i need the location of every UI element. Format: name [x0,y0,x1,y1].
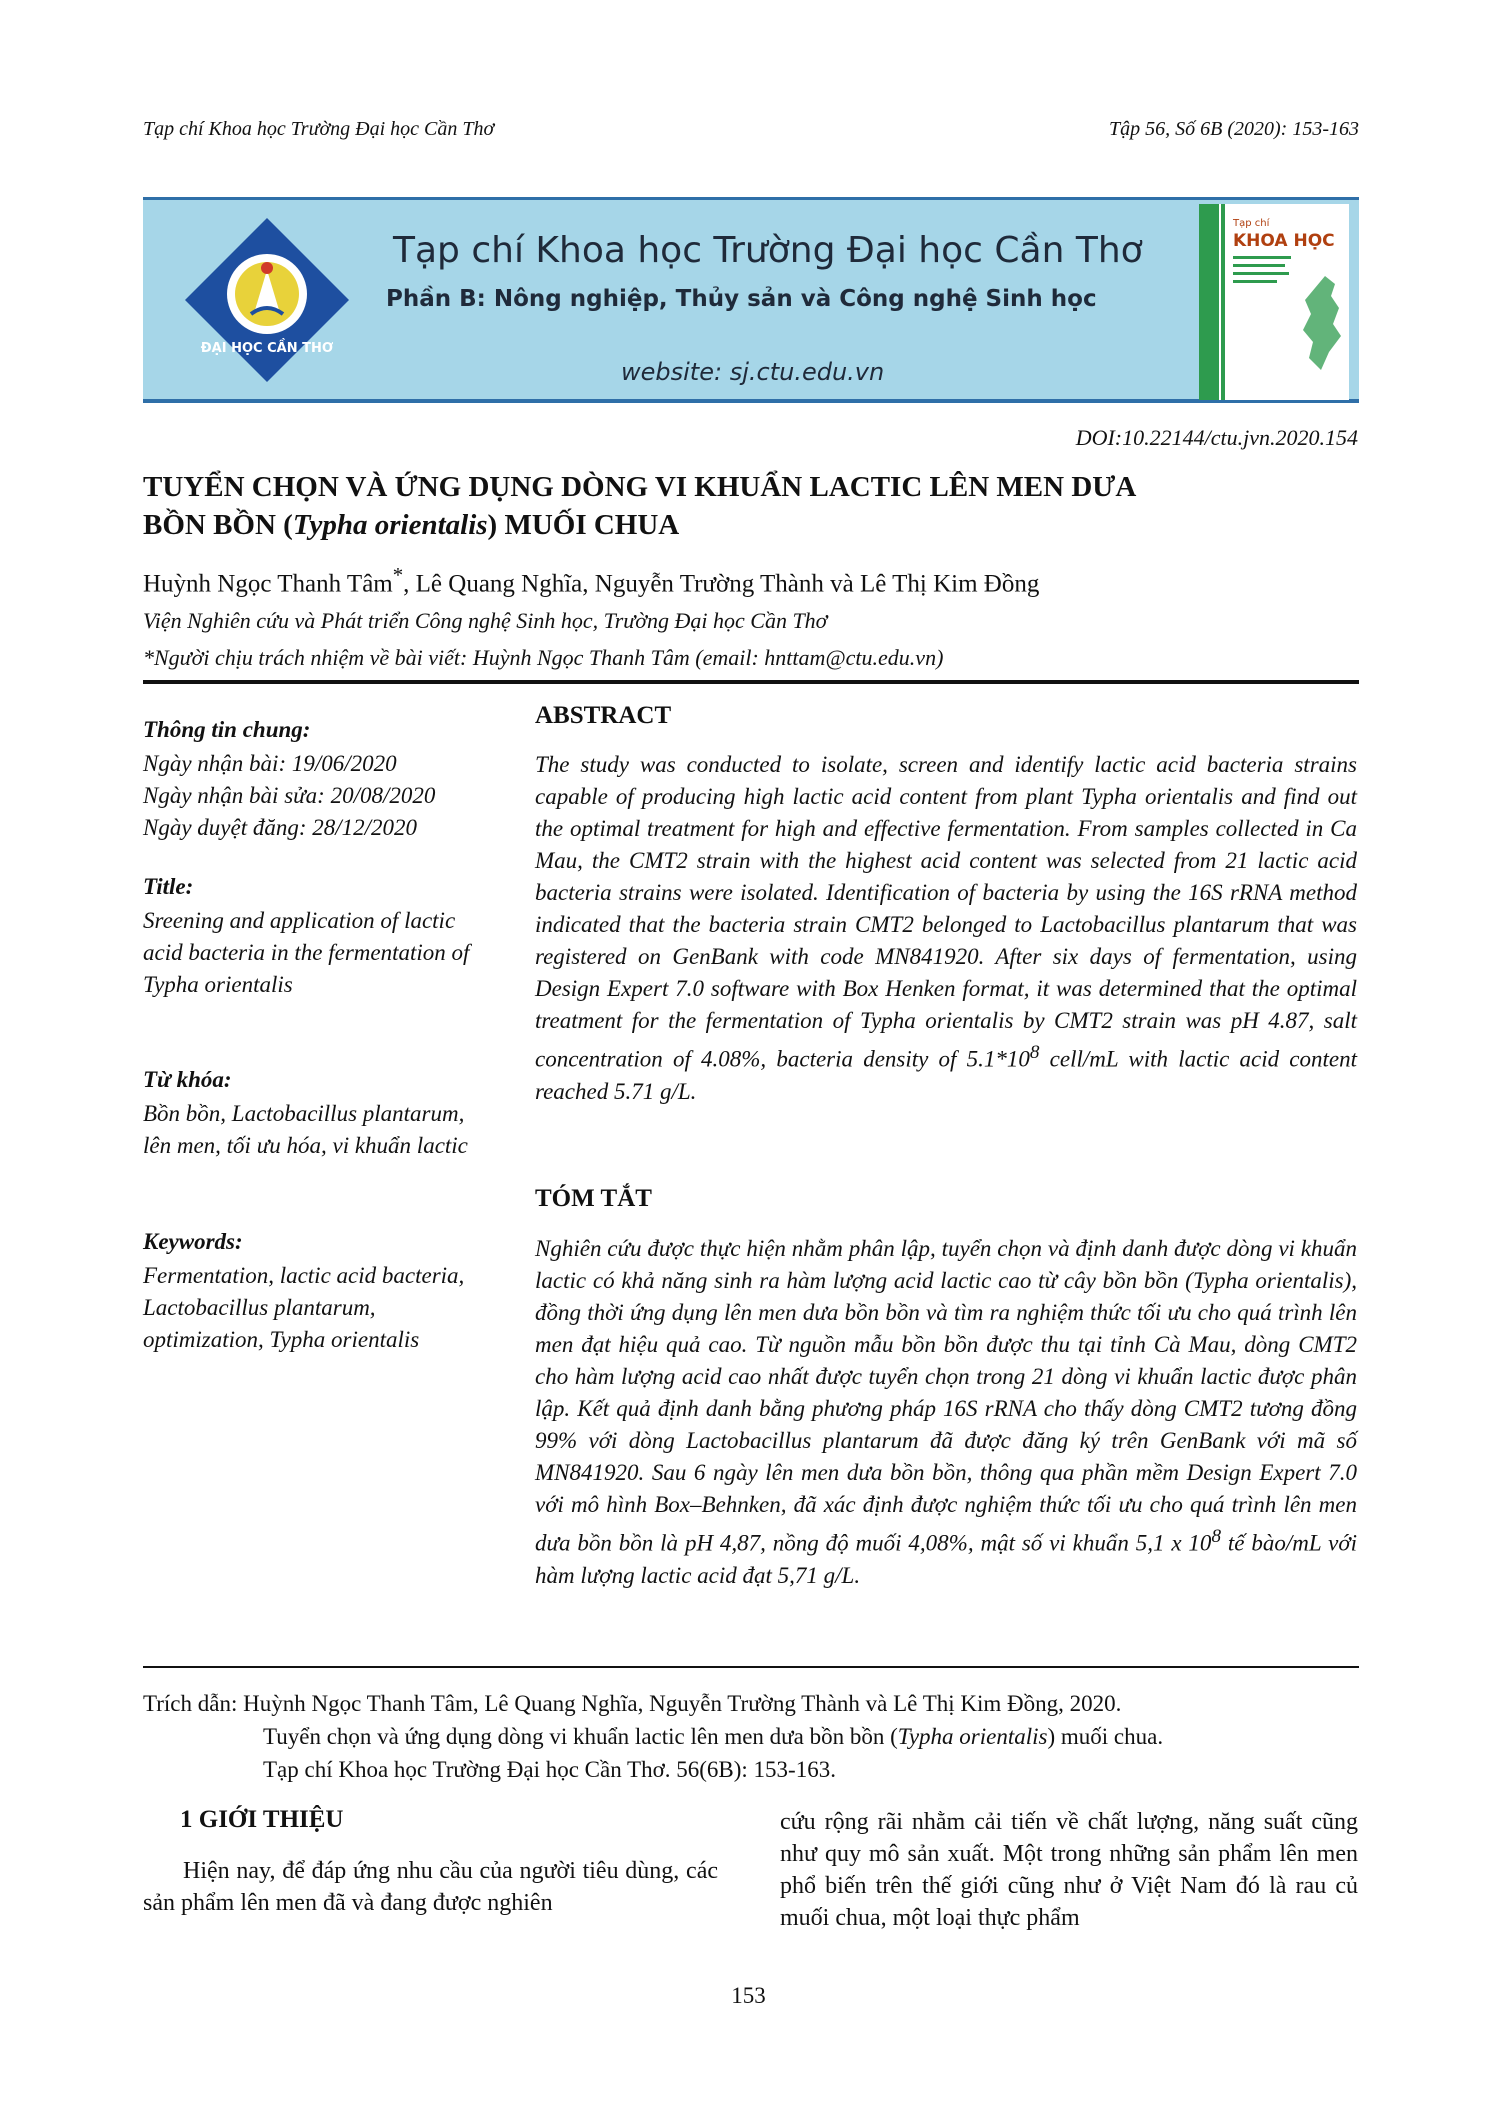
abstract-heading: ABSTRACT [535,702,672,729]
cover-stripe [1199,204,1219,400]
species-name: Typha orientalis [292,509,488,541]
cover-label-small: Tạp chí [1233,218,1270,229]
running-header-volume: Tập 56, Số 6B (2020): 153-163 [1109,118,1359,140]
date-accepted: Ngày duyệt đăng: 28/12/2020 [143,815,418,840]
sidebar-keywords-vi: Bồn bồn, Lactobacillus plantarum, lên men, tối ưu hóa, vi khuẩn lactic [143,1101,468,1158]
corresponding-author: *Người chịu trách nhiệm về bài viết: Huỳnh Ngọc Thanh Tâm (email: hnttam@ctu.edu.vn) [143,645,944,670]
date-revised: Ngày nhận bài sửa: 20/08/2020 [143,783,436,808]
running-header-journal: Tạp chí Khoa học Trường Đại học Cần Thơ [143,118,495,140]
university-logo-icon [181,214,353,386]
banner-title: Tạp chí Khoa học Trường Đại học Cần Thơ [393,230,1143,271]
body-column-1: Hiện nay, để đáp ứng nhu cầu của người tiêu dùng, các sản phẩm lên men đã và đang được nghiên [143,1858,718,1916]
citation-line-2: Tuyển chọn và ứng dụng dòng vi khuẩn lactic lên men dưa bồn bồn (Typha orientalis) muối chua. [263,1724,1164,1749]
abstract-text: The study was conducted to isolate, screen and identify lactic acid bacteria strains capable of producing high lactic acid content from plant Typha orientalis and find out the optimal treatment for high and effective fermentation. From samples collected in Ca Mau, the CMT2 strain with the highest acid content was selected from 21 lactic acid bacteria strains were isolated. Identification of bacteria by using the 16S rRNA method indicated that the bacteria strain CMT2 belonged to Lactobacillus plantarum that was registered on GenBank with code MN841920. After six days of fermentation, using Design Expert 7.0 software with Box Henken format, it was determined that the optimal treatment for the fermentation of Typha orientalis by CMT2 strain was pH 4.87, salt concentration of 4.08%, bacteria density of $5.1*10^8$ cell/mL with lactic acid content reached 5.71 g/L. [535,752,1358,1104]
logo-text: ĐẠI HỌC CẦN THƠ [200,341,334,356]
body-column-2: cứu rộng rãi nhằm cải tiến về chất lượng, năng suất cũng như quy mô sản xuất. Một trong những sản phẩm lên men phổ biến trên thế giới cũng như ở Việt Nam đó là rau củ muối chua, một loại thực phẩm [780,1809,1358,1931]
abstract-divider [143,1666,1359,1668]
cover-text-lines-icon [1233,256,1293,296]
citation-line-3: Tạp chí Khoa học Trường Đại học Cần Thơ. 56(6B): 153-163. [263,1757,836,1782]
affiliation: Viện Nghiên cứu và Phát triển Công nghệ Sinh học, Trường Đại học Cần Thơ [143,608,828,633]
journal-cover-thumbnail [1199,204,1349,400]
date-received: Ngày nhận bài: 19/06/2020 [143,751,397,776]
article-title [143,468,1359,544]
banner-subtitle: Phần B: Nông nghiệp, Thủy sản và Công nghệ Sinh học [386,286,1097,312]
sidebar-english-title: Sreening and application of lactic acid bacteria in the fermentation of Typha orientalis [143,908,470,997]
banner-website: website: sj.ctu.edu.vn [621,358,885,386]
sidebar-title-heading: Title: [143,874,194,899]
sidebar-dates [143,748,435,844]
cover-stripe-thin [1221,204,1225,400]
cover-label-big: KHOA HỌC [1233,231,1335,251]
citation-line-1: Trích dẫn: Huỳnh Ngọc Thanh Tâm, Lê Quang Nghĩa, Nguyễn Trường Thành và Lê Thị Kim Đồng, 2020. [143,1691,1122,1716]
journal-banner [143,197,1359,403]
page-number: 153 [731,1983,766,2008]
tomtat-heading: TÓM TẮT [535,1185,652,1212]
sidebar-info-heading: Thông tin chung: [143,717,311,742]
sidebar-keywords-en-heading: Keywords: [143,1229,243,1254]
sidebar-keywords-en: Fermentation, lactic acid bacteria, Lactobacillus plantarum, optimization, Typha orientalis [143,1263,465,1352]
section-heading: 1 GIỚI THIỆU [180,1806,344,1833]
header-divider [143,680,1359,684]
map-silhouette-icon [1295,274,1347,374]
title-line-2: BỒN BỒN (Typha orientalis) MUỐI CHUA [143,509,680,541]
citation [143,1687,1359,1786]
tomtat-text: Nghiên cứu được thực hiện nhằm phân lập, tuyển chọn và định danh được dòng vi khuẩn lactic có khả năng sinh ra hàm lượng acid lactic cao từ cây bồn bồn (Typha orientalis), đồng thời ứng dụng lên men dưa bồn bồn và tìm ra nghiệm thức tối ưu cho quá trình lên men đạt hiệu quả cao. Từ nguồn mẫu bồn bồn được thu tại tỉnh Cà Mau, dòng CMT2 cho hàm lượng acid cao nhất được tuyển chọn trong 21 dòng vi khuẩn lactic được phân lập. Kết quả định danh bằng phương pháp 16S rRNA cho thấy dòng CMT2 tương đồng 99% với dòng Lactobacillus plantarum đã được đăng ký trên GenBank với mã số MN841920. Sau 6 ngày lên men dưa bồn bồn, thông qua phần mềm Design Expert 7.0 với mô hình Box–Behnken, đã xác định được nghiệm thức tối ưu cho quá trình lên men dưa bồn bồn là pH 4,87, nồng độ muối 4,08%, mật số vi khuẩn 5,1 x $10^8$ tế bào/mL với hàm lượng lactic acid đạt 5,71 g/L. [535,1236,1357,1588]
authors: Huỳnh Ngọc Thanh Tâm*, Lê Quang Nghĩa, Nguyễn Trường Thành và Lê Thị Kim Đồng [143,563,1040,598]
corresponding-mark: * [392,563,404,587]
sidebar-keywords-vi-heading: Từ khóa: [143,1067,232,1092]
doi: DOI:10.22144/ctu.jvn.2020.154 [1075,425,1358,450]
title-line-1: TUYỂN CHỌN VÀ ỨNG DỤNG DÒNG VI KHUẨN LACTIC LÊN MEN DƯA [143,471,1137,503]
